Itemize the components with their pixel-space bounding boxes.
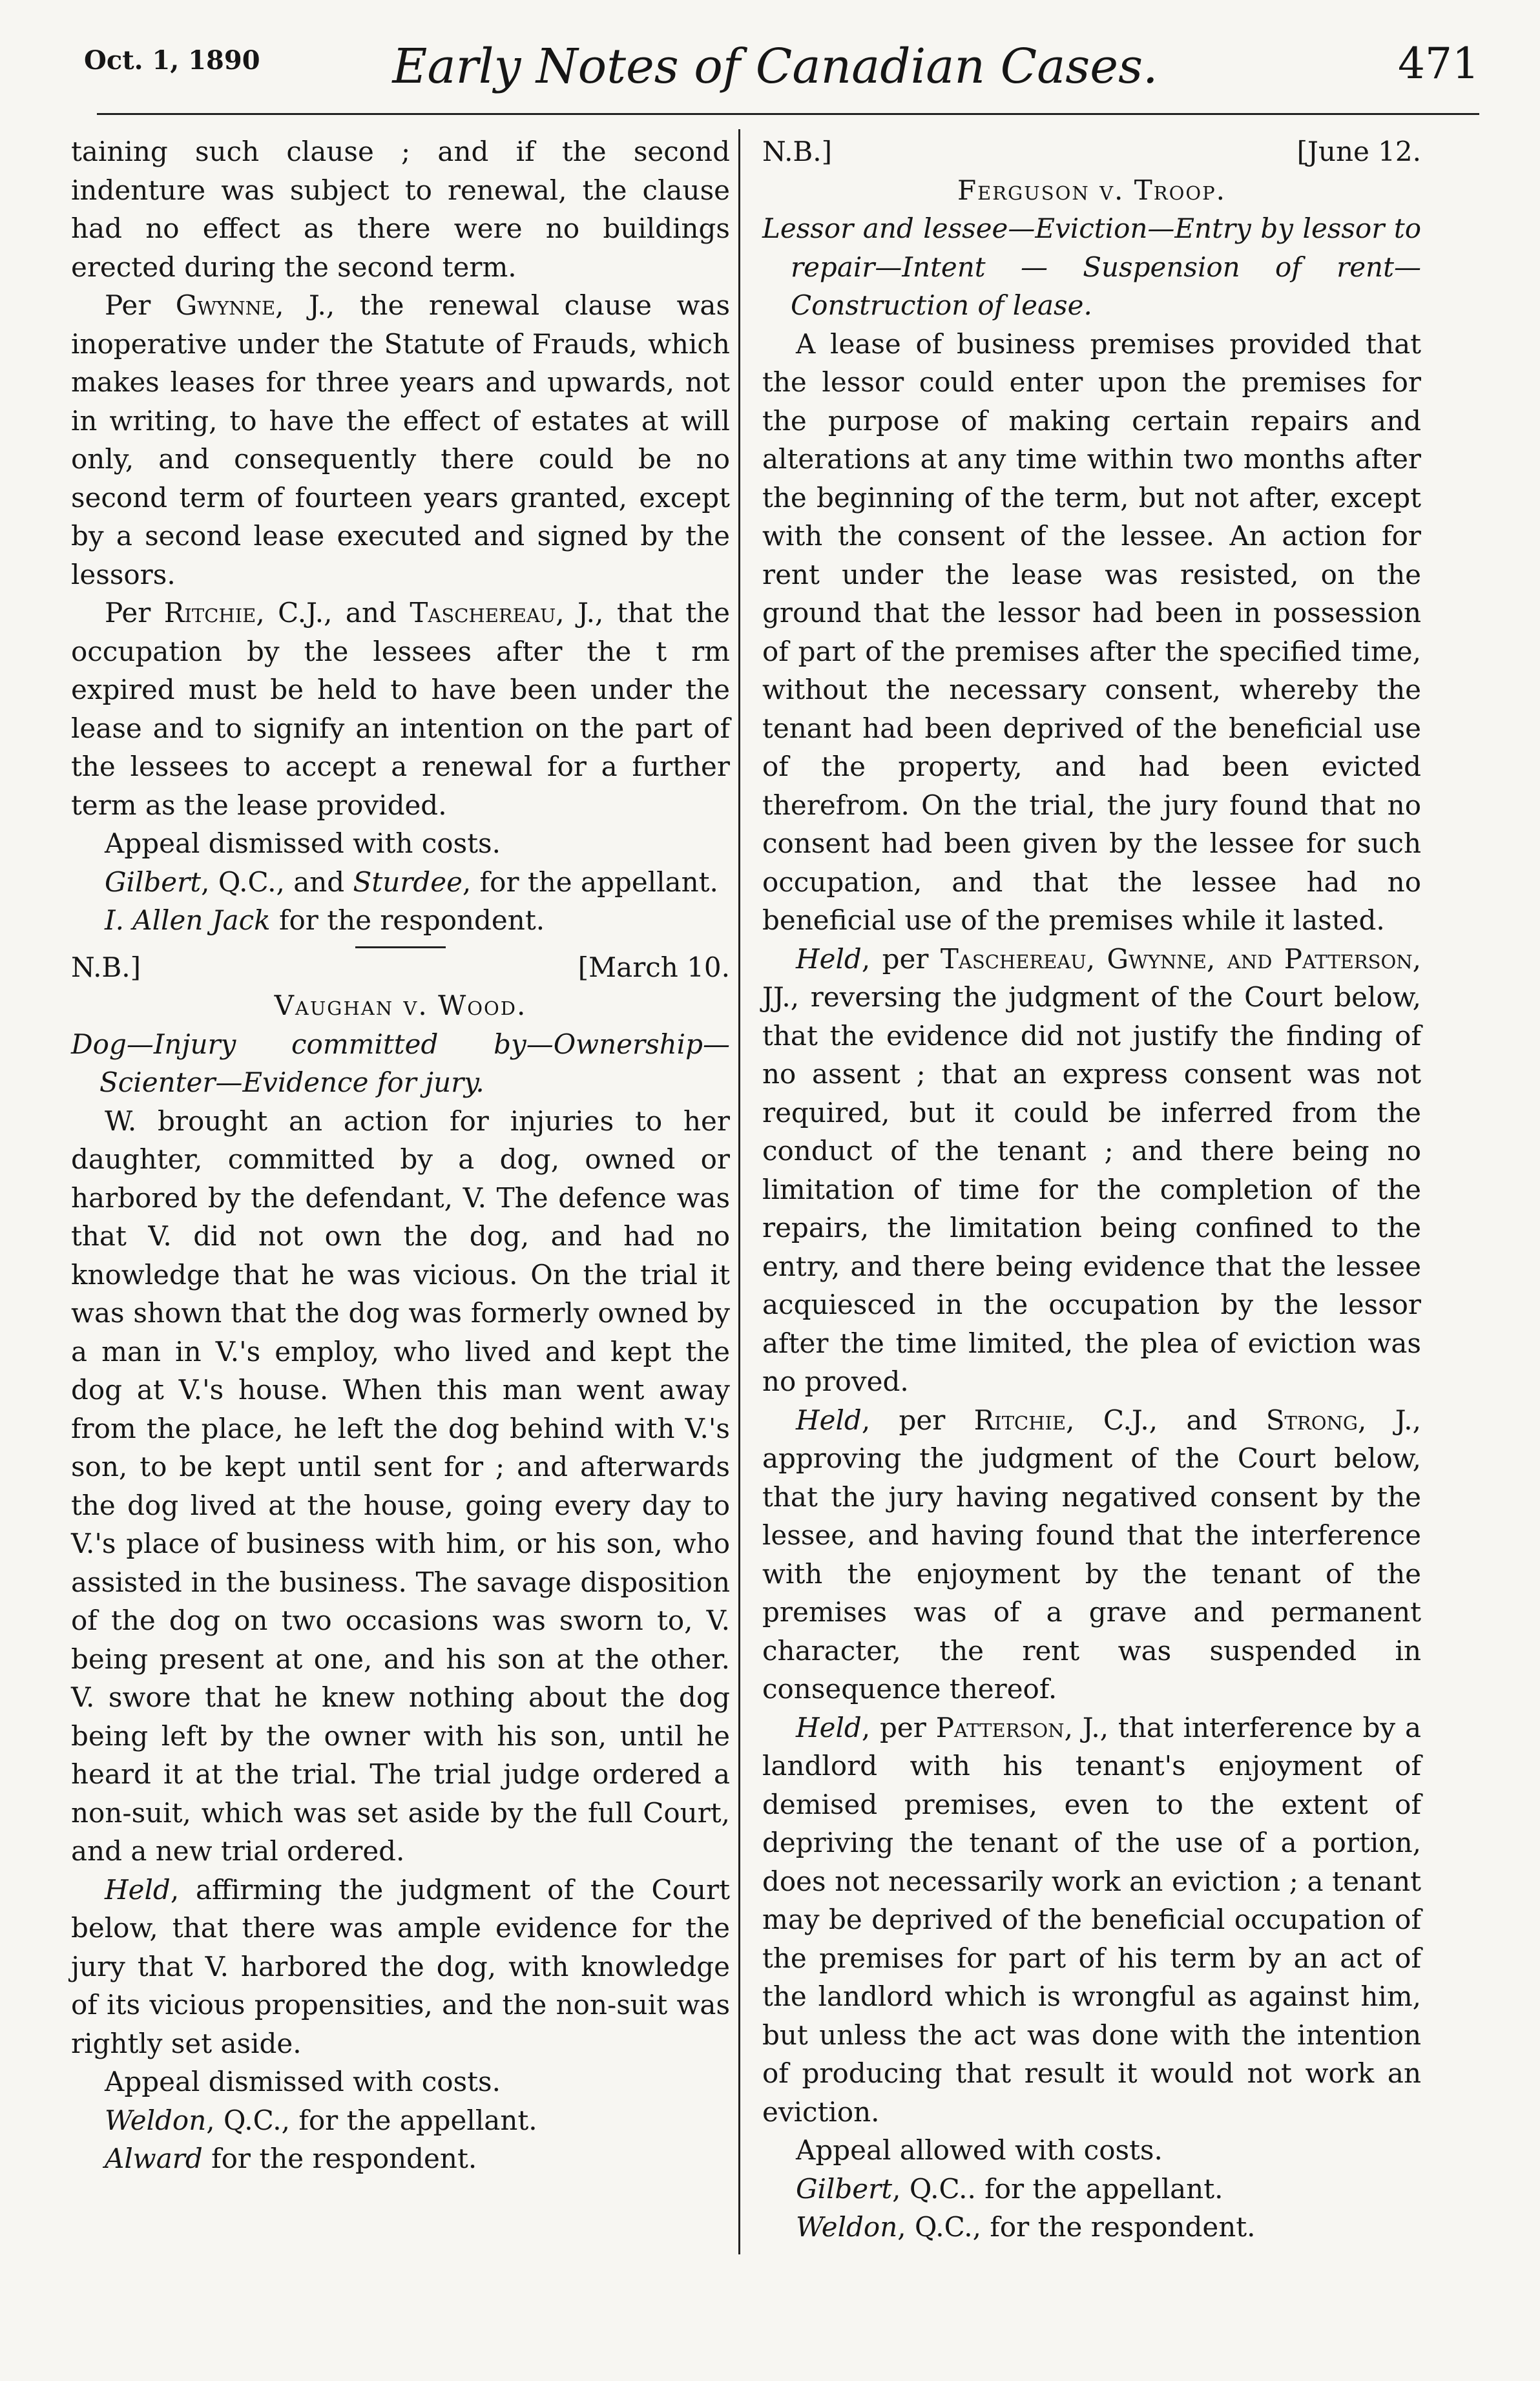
case2-court-line	[71, 948, 730, 987]
case2-counsel-appellant: Weldon, Q.C., for the appellant.	[105, 2104, 537, 2136]
case3-counsel-appellant: Gilbert, Q.C.. for the appellant.	[796, 2172, 1223, 2205]
case3-result: Appeal allowed with costs.	[796, 2134, 1163, 2166]
case3-holding-majority: Held, per Taschereau, Gwynne, and Patterson, JJ., reversing the judgment of the Court below, that the evidence did not justify the finding of no assent ; that an express consent was not required, but it could be inferred from the conduct of the tenant ; and there being no limitation of time for the completion of the repairs, the limitation being confined to the entry, and there being evidence that the lessee acquiesced in the occupation by the lessor after the time limited, the plea of eviction was no proved.	[762, 942, 1422, 1397]
case2-title: Vaughan v. Wood.	[274, 990, 527, 1021]
case1-gwynne-opinion: Per Gwynne, J., the renewal clause was inoperative under the Statute of Frauds, which makes leases for three years and upwards, not in writing, to have the effect of estates at will only, and consequently there could be no second term of fourteen years granted, except by a second lease executed and signed by the lessors.	[71, 289, 730, 590]
case2-counsel-respondent: Alward for the respondent.	[105, 2143, 477, 2174]
page-number: 471	[1398, 39, 1479, 88]
running-header	[71, 39, 1479, 110]
case3-holding-patterson: Held, per Patterson, J., that interference by a landlord with his tenant's enjoyment of demised premises, even to the extent of depriving the tenant of the use of a portion, does not necessarily work an eviction ; a tenant may be deprived of the beneficial occupation of the premises for part of his term by an act of the landlord which is wrongful as against him, but unless the act was done with the intention of producing that result it would not work an eviction.	[762, 1711, 1421, 2128]
case3-headnote: Lessor and lessee—Eviction—Entry by lessor to repair—Intent — Suspension of rent—Construction of lease.	[762, 213, 1421, 321]
case2-date: [March 10.	[578, 951, 730, 983]
case3-court: N.B.]	[762, 136, 833, 167]
case2-holding: Held, affirming the judgment of the Court below, that there was ample evidence for the jury that V. harbored the dog, with knowledge of its vicious propensities, and the non-suit was rightly set aside.	[71, 1873, 730, 2059]
case1-counsel-respondent: I. Allen Jack for the respondent.	[105, 904, 545, 936]
case2-result: Appeal dismissed with costs.	[105, 2066, 501, 2097]
case3-title: Ferguson v. Troop.	[957, 174, 1227, 206]
case1-counsel-appellant: Gilbert, Q.C., and Sturdee, for the appellant.	[105, 866, 718, 898]
case3-counsel-respondent: Weldon, Q.C., for the respondent.	[796, 2211, 1256, 2243]
case2-headnote: Dog—Injury committed by—Ownership—Scienter—Evidence for jury.	[71, 1028, 730, 1098]
case1-continuation: taining such clause ; and if the second indenture was subject to renewal, the clause had no effect as there were no buildings erected during the second term.	[71, 136, 730, 283]
case2-court: N.B.]	[71, 951, 141, 983]
case1-ritchie-opinion: Per Ritchie, C.J., and Taschereau, J., that the occupation by the lessees after the t rm expired must be held to have been under the lease and to signify an intention on the part of the lessees to accept a renewal for a further term as the lease provided.	[71, 597, 730, 821]
case3-court-line	[762, 132, 1421, 171]
case3-facts: A lease of business premises provided that the lessor could enter upon the premises for the purpose of making certain repairs and alterations at any time within two months after the beginning of the term, but not after, except with the consent of the lessee. An action for rent under the lease was resisted, on the ground that the lessor had been in possession of part of the premises after the specified time, without the necessary consent, whereby the tenant had been deprived of the beneficial use of the property, and had been evicted therefrom. On the trial, the jury found that no consent had been given by the lessee for such occupation, and that the lessee had no beneficial use of the premises while it lasted.	[762, 328, 1421, 936]
left-column	[71, 132, 730, 2178]
header-rule	[97, 113, 1479, 115]
right-column	[762, 132, 1421, 2247]
case3-date: [June 12.	[1296, 136, 1421, 167]
running-head-date: Oct. 1, 1890	[84, 45, 260, 76]
case3-holding-ritchie: Held, per Ritchie, C.J., and Strong, J., approving the judgment of the Court below, that the jury having negatived consent by the lessee, and having found that the interference with the enjoyment by the tenant of the premises was of a grave and permanent character, the rent was suspended in consequence thereof.	[762, 1404, 1421, 1705]
case2-facts: W. brought an action for injuries to her daughter, committed by a dog, owned or harbored by the defendant, V. The defence was that V. did not own the dog, and had no knowledge that he was vicious. On the trial it was shown that the dog was formerly owned by a man in V.'s employ, who lived and kept the dog at V.'s house. When this man went away from the place, he left the dog behind with V.'s son, to be kept until sent for ; and afterwards the dog lived at the house, going every day to V.'s place of business with him, or his son, who assisted in the business. The savage disposition of the dog on two occasions was sworn to, V. being present at one, and his son at the other. V. swore that he knew nothing about the dog being left by the owner with his son, until he heard it at the trial. The trial judge ordered a non-suit, which was set aside by the full Court, and a new trial ordered.	[71, 1105, 730, 1867]
journal-title: Early Notes of Canadian Cases.	[392, 39, 1158, 94]
case1-result: Appeal dismissed with costs.	[105, 827, 501, 859]
column-divider	[738, 129, 740, 2254]
